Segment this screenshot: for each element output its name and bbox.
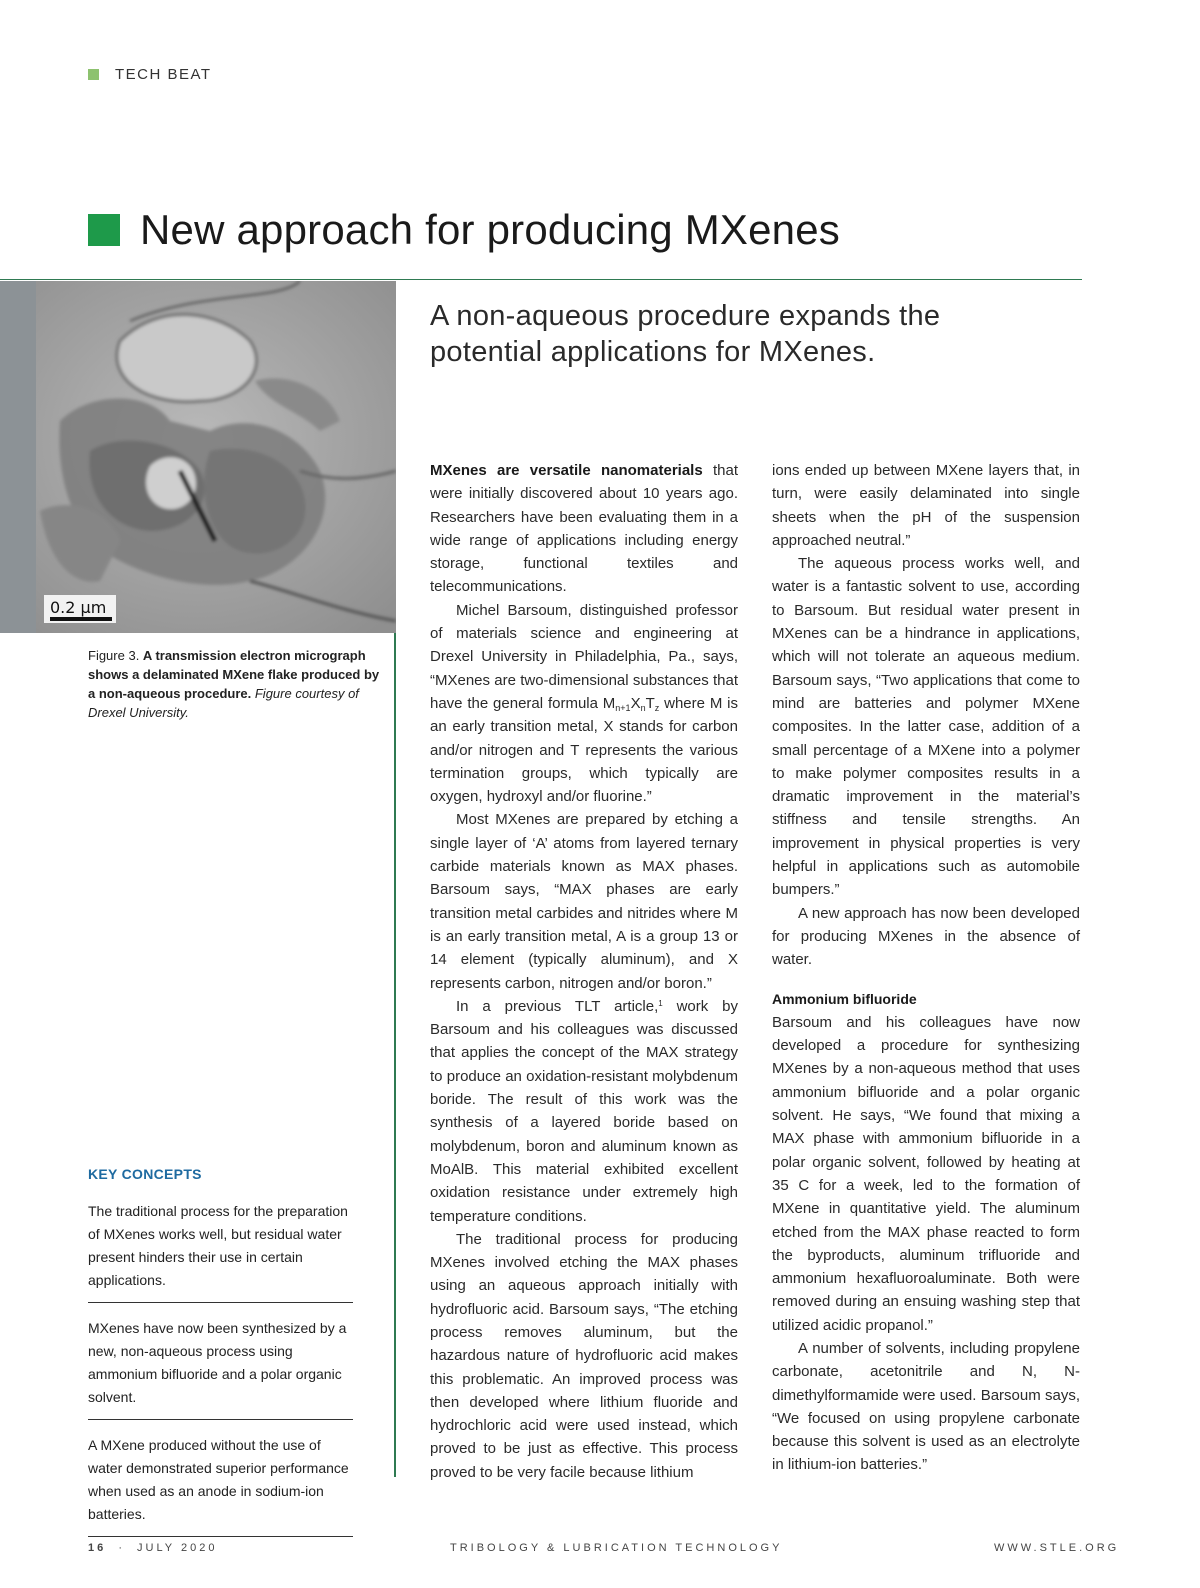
- key-concept-item: The traditional process for the preparation of MXenes works well, but residual water present hinders their use in certain applications.: [88, 1196, 353, 1303]
- paragraph-formula: [430, 599, 738, 809]
- key-concepts-box: [88, 1166, 353, 1547]
- website-link[interactable]: WWW.STLE.ORG: [994, 1542, 1120, 1554]
- section-subhead: Ammonium bifluoride: [772, 990, 917, 1007]
- paragraph-aqueous-process: The aqueous process works well, and water is a fantastic solvent to use, according to Barsoum. But residual water present in MXenes can be a hindrance in applications, which will not tolerate an aqueous medium. Barsoum says, “Two applications that come to mind are batteries and polymer MXene composites. In the latter case, addition of a small percentage of a MXene into a polymer to make polymer composites results in a dramatic improvement in the material’s stiffness and tensile strengths. An improvement in physical properties is very helpful in applications such as automobile bumpers.”: [772, 555, 1080, 899]
- key-concepts-title: KEY CONCEPTS: [88, 1166, 202, 1182]
- paragraph-solvents: A number of solvents, including propylene carbonate, acetonitrile and N, N-dimethylformamide were used. Barsoum says, “We focused on using propylene carbonate because this solvent is used as an electrolyte in lithium-ion batteries.”: [772, 1339, 1080, 1474]
- footer-separator: ·: [118, 1542, 125, 1554]
- page-number: 16: [88, 1542, 107, 1554]
- section-tag-label: TECH BEAT: [115, 66, 212, 83]
- paragraph-new-approach: A new approach has now been developed for producing MXenes in the absence of water.: [772, 904, 1080, 969]
- article-column-1: [430, 459, 738, 1484]
- formula-text-before: Michel Barsoum, distinguished professor of materials science and engineering at Drexel University in Philadelphia, Pa., says, “MXenes are two-dimensional substances that have the general formula M: [430, 601, 738, 712]
- formula-sub-3: z: [654, 702, 660, 713]
- micrograph-image: [0, 281, 396, 633]
- footer-left: [88, 1542, 217, 1554]
- headline-marker-icon: [88, 214, 120, 246]
- key-concept-item: MXenes have now been synthesized by a new, non-aqueous process using ammonium bifluoride and a polar organic solvent.: [88, 1313, 353, 1420]
- issue-date: JULY 2020: [137, 1542, 218, 1554]
- formula-sub-1: n+1: [615, 702, 631, 713]
- micrograph-illustration: [0, 281, 396, 633]
- caption-prefix: Figure 3.: [88, 648, 143, 663]
- paragraph-continued: ions ended up between MXene layers that, in turn, were easily delaminated into single sheets when the pH of the suspension approached neutral.”: [772, 462, 1080, 549]
- caption-bold: A transmission electron micrograph shows a delaminated MXene flake produced by a non-aqueous procedure.: [88, 648, 380, 701]
- header-rule: [0, 279, 1082, 280]
- paragraph-procedure: Barsoum and his colleagues have now developed a procedure for synthesizing MXenes by a non-aqueous method that uses ammonium bifluoride and a polar organic solvent. He says, “We found that mixing a MAX phase with ammonium bifluoride in a polar organic solvent, followed by heating at 35 C for a week, led to the formation of MXene in quantitative yield. The aluminum etched from the MAX phase reacted to form the byproducts, aluminum trifluoride and ammonium hexafluoroaluminate. Both were removed during an ensuing washing step that utilized acidic propanol.”: [772, 1013, 1080, 1334]
- section-tag: [88, 66, 212, 83]
- publication-name: TRIBOLOGY & LUBRICATION TECHNOLOGY: [450, 1542, 783, 1554]
- headline: [88, 206, 840, 254]
- sidebar-rule: [394, 633, 396, 1477]
- paragraph-lead: [430, 459, 738, 599]
- previous-article-text-after: work by Barsoum and his colleagues was discussed that applies the concept of the MAX strategy to produce an oxidation-resistant molybdenum boride. The result of this work was the synthesis of a layered boride based on molybdenum, boron and aluminum known as MoAlB. This material exhibited excellent oxidation resistance under extremely high temperature conditions.: [430, 997, 738, 1225]
- article-column-2: [772, 459, 1080, 1477]
- formula-t: T: [645, 694, 655, 712]
- paragraph-traditional-process: The traditional process for producing MXenes involved etching the MAX phases using an aqueous approach initially with hydrofluoric acid. Barsoum says, “The etching process removes aluminum, but the hazardous nature of hydrofluoric acid makes this problematic. An improved process was then developed where lithium fluoride and hydrochloric acid were used instead, which proved to be just as effective. This process proved to be very facile because lithium: [430, 1230, 738, 1481]
- formula-sub-2: n: [640, 702, 646, 713]
- scale-bar: [50, 617, 112, 621]
- paragraph-max-phases: Most MXenes are prepared by etching a single layer of ‘A’ atoms from layered ternary carbide materials known as MAX phases. Barsoum says, “MAX phases are early transition metal carbides and nitrides where M is an early transition metal, A is a group 13 or 14 element (typically aluminum), and X represents carbon, nitrogen and/or boron.”: [430, 811, 738, 992]
- lead-text: that were initially discovered about 10 years ago. Researchers have been evaluating them in a wide range of applications including energy storage, functional textiles and telecommunications.: [430, 462, 739, 596]
- figure-caption: [88, 646, 386, 722]
- lead-bold: MXenes are versatile nanomaterials: [430, 462, 703, 479]
- section-marker-icon: [88, 69, 99, 80]
- paragraph-previous-article: [430, 995, 738, 1228]
- caption-credit: Figure courtesy of Drexel University.: [88, 686, 359, 720]
- scale-bar-label: 0.2 µm: [50, 598, 107, 617]
- previous-article-text: In a previous TLT article,: [456, 997, 659, 1015]
- key-concept-item: A MXene produced without the use of water demonstrated superior performance when used as an anode in sodium-ion batteries.: [88, 1430, 353, 1537]
- formula-x: X: [630, 694, 641, 712]
- page-title: New approach for producing MXenes: [140, 206, 840, 253]
- deck-subtitle: A non-aqueous procedure expands the potential applications for MXenes.: [430, 300, 941, 368]
- formula-text-after: where M is an early transition metal, X stands for carbon and/or nitrogen and T represents the various termination groups, which typically are oxygen, hydroxyl and/or fluorine.”: [430, 694, 738, 806]
- reference-marker: 1: [658, 998, 663, 1008]
